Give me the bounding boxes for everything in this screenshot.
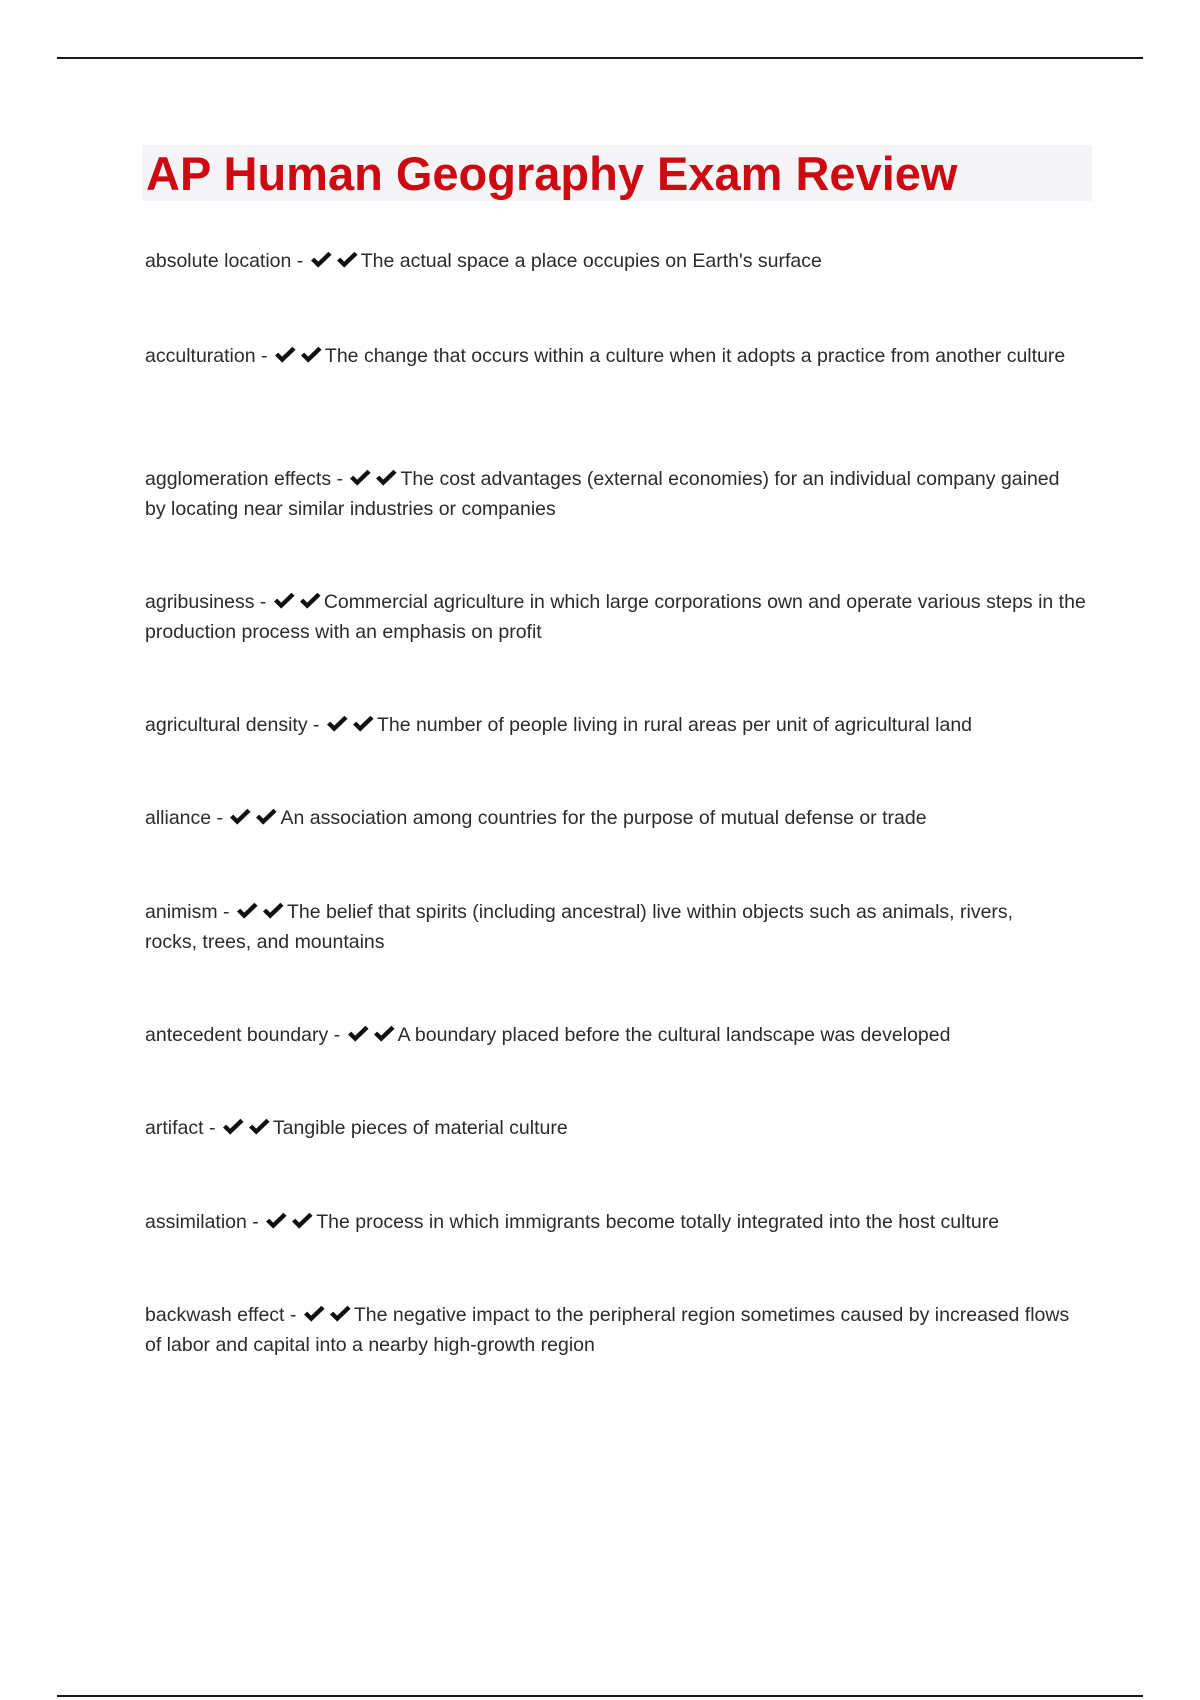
glossary-entry: [145, 710, 1085, 740]
definition: An association among countries for the purpose of mutual defense or trade: [280, 807, 927, 829]
checkmark-icon: [374, 468, 400, 488]
definition: A boundary placed before the cultural landscape was developed: [397, 1024, 951, 1046]
definition: Tangible pieces of material culture: [272, 1117, 568, 1139]
checkmark-icon: [235, 901, 261, 921]
glossary-entry: [145, 341, 1085, 371]
separator: -: [217, 901, 235, 923]
checkmark-icon: [290, 1211, 316, 1231]
definition: The belief that spirits (including ancestral) live within objects such as animals, rivers, rocks, trees, and mountains: [145, 901, 1014, 953]
checkmark-icon: [221, 1117, 247, 1137]
glossary-entry: [145, 1020, 1085, 1050]
term: acculturation: [145, 345, 256, 367]
definition: The actual space a place occupies on Earth's surface: [360, 250, 822, 272]
term: assimilation: [145, 1211, 247, 1233]
term: alliance: [145, 807, 212, 829]
checkmark-icon: [372, 1024, 398, 1044]
separator: -: [328, 1024, 346, 1046]
separator: -: [255, 345, 273, 367]
checkmark-icon: [328, 1304, 354, 1324]
checkmark-icon: [346, 1024, 372, 1044]
checkmark-icon: [261, 901, 287, 921]
checkmark-icon: [273, 345, 299, 365]
term: antecedent boundary: [145, 1024, 329, 1046]
checkmark-icon: [351, 714, 377, 734]
term: absolute location: [145, 250, 292, 272]
separator: -: [203, 1117, 221, 1139]
term: backwash effect: [145, 1304, 285, 1326]
separator: -: [284, 1304, 302, 1326]
glossary-entry: [145, 587, 1090, 647]
separator: -: [291, 250, 309, 272]
glossary-entry: [145, 1207, 1085, 1237]
separator: -: [307, 714, 325, 736]
definition: Commercial agriculture in which large corporations own and operate various steps in the production process with an emphasis on profit: [145, 591, 1086, 643]
separator: -: [331, 468, 349, 490]
checkmark-icon: [228, 807, 254, 827]
checkmark-icon: [298, 591, 324, 611]
definition: The negative impact to the peripheral region sometimes caused by increased flows of labor and capital into a nearby high-growth region: [145, 1304, 1070, 1356]
glossary-entry: [145, 803, 1085, 833]
glossary-entry: [145, 246, 822, 276]
definition: The change that occurs within a culture when it adopts a practice from another culture: [324, 345, 1066, 367]
separator: -: [246, 1211, 265, 1233]
term: agricultural density: [145, 714, 308, 736]
glossary-entry: [145, 1113, 1085, 1143]
glossary-entry: [145, 897, 1065, 957]
term: animism: [145, 901, 218, 923]
glossary-entry: [145, 1300, 1075, 1360]
page-title: AP Human Geography Exam Review: [146, 147, 958, 200]
separator: -: [254, 591, 272, 613]
checkmark-icon: [264, 1211, 290, 1231]
definition: The number of people living in rural areas per unit of agricultural land: [376, 714, 973, 736]
term: agglomeration effects: [145, 468, 332, 490]
checkmark-icon: [335, 250, 361, 270]
term: artifact: [145, 1117, 204, 1139]
checkmark-icon: [299, 345, 325, 365]
header-rule: [57, 57, 1143, 59]
footer-rule: [57, 1695, 1143, 1697]
term: agribusiness: [145, 591, 255, 613]
checkmark-icon: [325, 714, 351, 734]
definition: The cost advantages (external economies) for an individual company gained by locating near similar industries or companies: [145, 468, 1060, 520]
checkmark-icon: [302, 1304, 328, 1324]
checkmark-icon: [247, 1117, 273, 1137]
checkmark-icon: [254, 807, 280, 827]
checkmark-icon: [272, 591, 298, 611]
checkmark-icon: [348, 468, 374, 488]
definition: The process in which immigrants become totally integrated into the host culture: [316, 1211, 1000, 1233]
separator: -: [211, 807, 229, 829]
glossary-entry: [145, 464, 1085, 524]
checkmark-icon: [309, 250, 335, 270]
